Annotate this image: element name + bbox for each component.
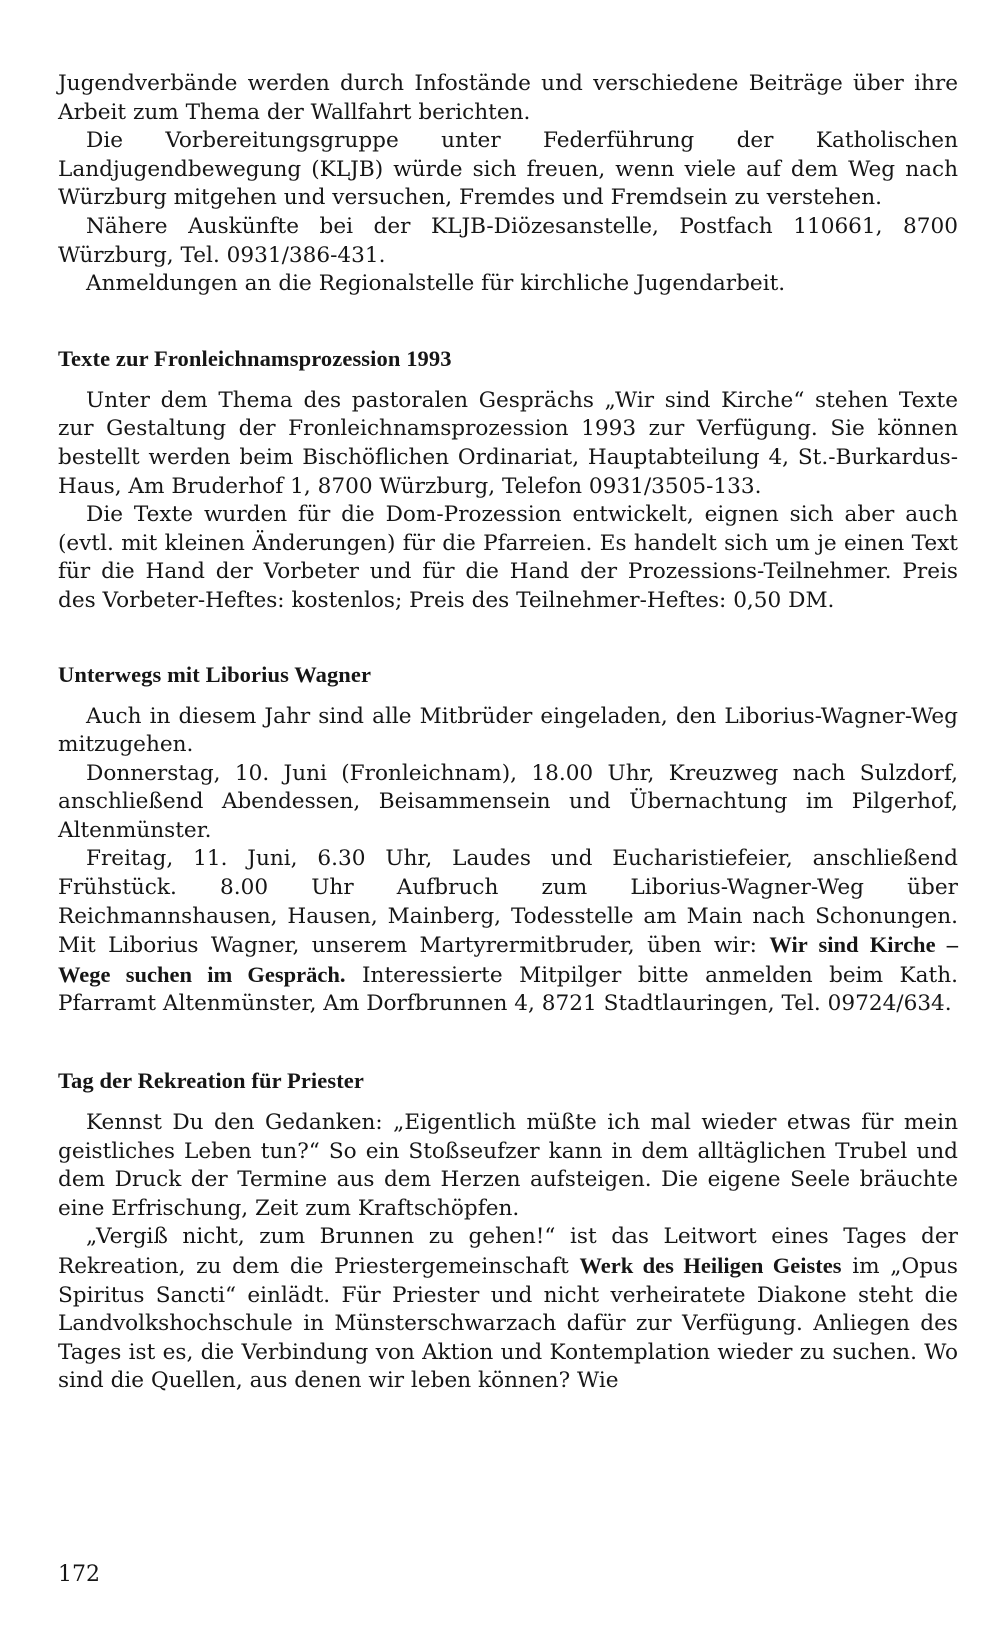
liborius-paragraph-1: Auch in diesem Jahr sind alle Mitbrüder eingeladen, den Liborius-Wagner-Weg mitzugehen. xyxy=(58,703,958,758)
section-heading-fronleichnam: Texte zur Fronleichnamsprozession 1993 xyxy=(58,345,452,371)
liborius-text-a: Freitag, 11. Juni, 6.30 Uhr, Laudes und Eucharistiefeier, anschließend Frühstück. 8.00 Uhr Aufbruch zum Liborius-Wagner-Weg über Reichmannshausen, Hausen, Mainberg, Todesstelle am Main nach Schonungen. Mit Liborius Wagner, unserem Martyrermitbruder, üben wir: xyxy=(58,846,958,959)
rekreation-paragraph-2 xyxy=(58,1223,958,1396)
intro-paragraph-3: Nähere Auskünfte bei der KLJB-Diözesanstelle, Postfach 110661, 8700 Würzburg, Tel. 0931/386-431. xyxy=(58,213,958,268)
section-heading-rekreation: Tag der Rekreation für Priester xyxy=(58,1068,364,1094)
intro-paragraph-2: Die Vorbereitungsgruppe unter Federführung der Katholischen Landjugendbewegung (KLJB) würde sich freuen, wenn viele auf dem Weg nach Würzburg mitgehen und versuchen, Fremdes und Fremdsein zu verstehen. xyxy=(58,128,958,211)
intro-paragraph-4: Anmeldungen an die Regionalstelle für kirchliche Jugendarbeit. xyxy=(86,271,786,297)
liborius-text-b: Interessierte Mitpilger bitte anmelden beim Kath. Pfarramt Altenmünster, Am Dorfbrunnen 4, 8721 Stadtlauringen, Tel. 09724/634. xyxy=(58,962,958,1017)
intro-block xyxy=(58,70,958,299)
rekreation-bold-name: Werk des Heiligen Geistes xyxy=(579,1253,842,1278)
liborius-bold-motto: Wir sind Kirche – Wege suchen im Gespräch. xyxy=(58,932,959,987)
fronleichnam-paragraph-1: Unter dem Thema des pastoralen Gesprächs „Wir sind Kirche“ stehen Texte zur Gestaltung der Fronleichnamsprozession 1993 zur Verfügung. Sie können bestellt werden beim Bischöflichen Ordinariat, Hauptabteilung 4, St.-Burkardus-Haus, Am Bruderhof 1, 8700 Würzburg, Telefon 0931/3505-133. xyxy=(58,387,958,499)
section-fronleichnam xyxy=(58,345,958,616)
page-number: 172 xyxy=(58,1562,100,1587)
section-rekreation xyxy=(58,1067,958,1396)
section-liborius-wagner xyxy=(58,661,958,1020)
fronleichnam-paragraph-2: Die Texte wurden für die Dom-Prozession entwickelt, eignen sich aber auch (evtl. mit kleinen Änderungen) für die Pfarreien. Es handelt sich um je einen Text für die Hand der Vorbeter und für die Hand der Prozessions-Teilnehmer. Preis des Vorbeter-Heftes: kostenlos; Preis des Teilnehmer-Heftes: 0,50 DM. xyxy=(58,502,958,613)
liborius-paragraph-2: Donnerstag, 10. Juni (Fronleichnam), 18.00 Uhr, Kreuzweg nach Sulzdorf, anschließend Abendessen, Beisammensein und Übernachtung im Pilgerhof, Altenmünster. xyxy=(58,760,958,843)
rekreation-text-a: „Vergiß nicht, zum Brunnen zu gehen!“ ist das Leitwort eines Tages der Rekreation, zu dem die Priestergemeinschaft xyxy=(58,1224,958,1279)
liborius-paragraph-3 xyxy=(58,845,958,1019)
rekreation-paragraph-1: Kennst Du den Gedanken: „Eigentlich müßte ich mal wieder etwas für mein geistliches Leben tun?“ So ein Stoßseufzer kann in dem alltäglichen Trubel und dem Druck der Termine aus dem Herzen aufsteigen. Die eigene Seele bräuchte eine Erfrischung, Zeit zum Kraftschöpfen. xyxy=(58,1110,958,1221)
rekreation-text-b: im „Opus Spiritus Sancti“ einlädt. Für Priester und nicht verheiratete Diakone steht die Landvolkshochschule in Münsterschwarzach dafür zur Verfügung. Anliegen des Tages ist es, die Verbindung von Aktion und Kontemplation wieder zu suchen. Wo sind die Quellen, aus denen wir leben können? Wie xyxy=(58,1254,959,1394)
page-body xyxy=(58,70,958,1396)
intro-paragraph-1: Jugendverbände werden durch Infostände und verschiedene Beiträge über ihre Arbeit zum Thema der Wallfahrt berichten. xyxy=(58,71,958,125)
section-heading-liborius-wagner: Unterwegs mit Liborius Wagner xyxy=(58,661,372,687)
